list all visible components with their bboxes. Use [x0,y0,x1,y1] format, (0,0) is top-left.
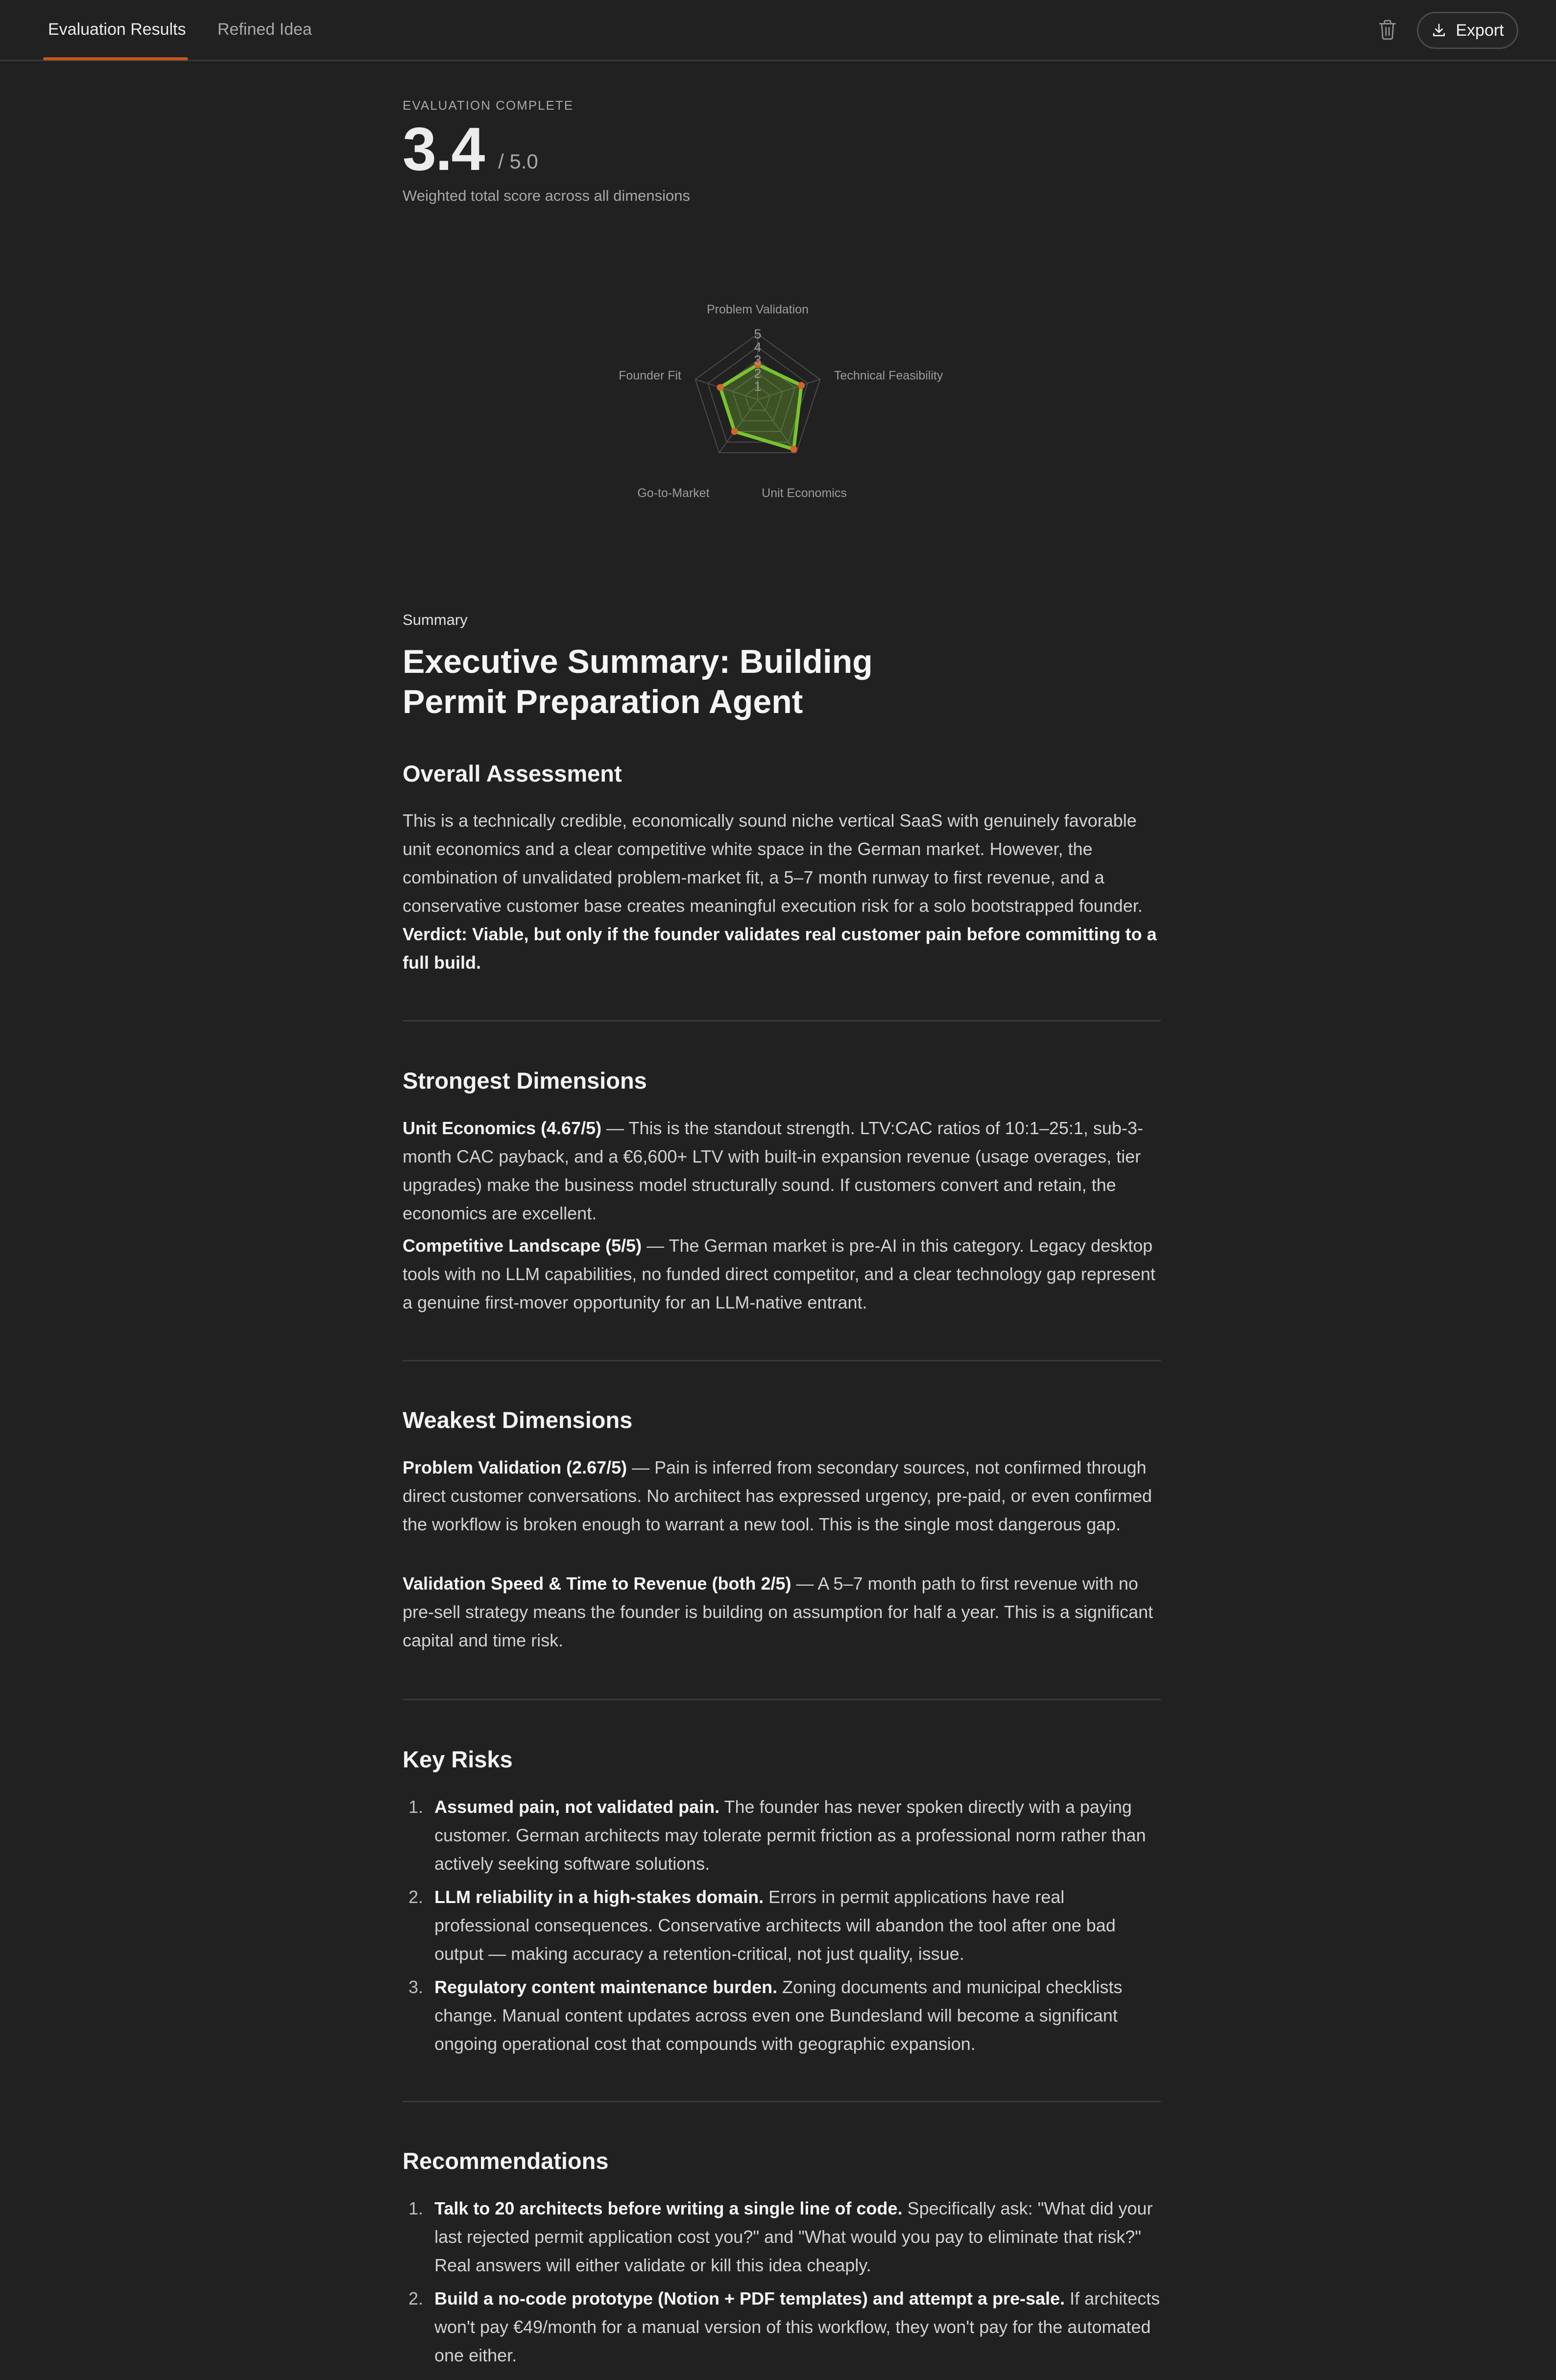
list-number: 1. [408,1797,424,1817]
tab-evaluation-results[interactable]: Evaluation Results [48,20,186,39]
strongest-item-title: Competitive Landscape (5/5) [403,1236,642,1256]
radar-axis-label: Technical Feasibility [834,369,943,382]
radar-scale-tick: 5 [754,327,762,341]
document-title: Executive Summary: Building Permit Preparation Agent [403,643,873,720]
list-item-title: Talk to 20 architects before writing a single line of code. [434,2198,903,2218]
strongest-item-title: Unit Economics (4.67/5) [403,1118,602,1138]
radar-axis-label: Go-to-Market [637,486,710,500]
score-caption: Weighted total score across all dimensions [403,187,690,204]
divider [403,1020,1161,1022]
list-item-text: Zoning documents and municipal checklists change. Manual content updates across even one Bundesland will become a significant ongoing operational cost that compounds with geographic expansion. [434,1977,1123,2054]
top-bar [0,0,1556,61]
list-item-title: LLM reliability in a high-stakes domain. [434,1887,764,1907]
list-item-text: If architects won't pay €49/month for a manual version of this workflow, they won't pay for the automated one either. [434,2288,1160,2365]
strongest-item-text: — The German market is pre-AI in this category. Legacy desktop tools with no LLM capabilities, no funded direct competitor, and a clear technology gap represent a genuine first-mover opportunity for an LLM-native entrant. [403,1236,1155,1312]
list-item [403,2194,1161,2280]
export-button[interactable] [1417,12,1518,49]
delete-button[interactable] [1375,16,1400,44]
weakest-item [403,1453,1161,1539]
heading-key-risks: Key Risks [403,1746,513,1772]
download-icon [1431,23,1447,38]
key-risks-list [403,1793,1161,2063]
heading-weakest-dimensions: Weakest Dimensions [403,1407,633,1433]
radar-chart-svg [592,299,964,500]
list-number: 2. [408,2288,424,2309]
list-item [403,2285,1161,2370]
recommendations-list [403,2194,1161,2375]
heading-overall-assessment: Overall Assessment [403,761,622,786]
divider [403,1360,1161,1361]
list-item [403,1883,1161,1968]
list-item-text: Errors in permit applications have real professional consequences. Conservative architects will abandon the tool after one bad output — making accuracy a retention-critical, not just quality, issue. [434,1887,1116,1964]
divider [403,2101,1161,2102]
score-max: / 5.0 [498,150,538,173]
list-item-text: Specifically ask: "What did your last rejected permit application cost you?" and "What would you pay to eliminate that risk?" Real answers will either validate or kill this idea cheaply. [434,2198,1153,2275]
radar-axis-label: Problem Validation [707,303,809,316]
list-item-title: Build a no-code prototype (Notion + PDF templates) and attempt a pre-sale. [434,2288,1065,2309]
overall-assessment-text [403,807,1161,977]
section-label-summary: Summary [403,611,468,628]
trash-icon [1378,19,1397,41]
radar-data-point [717,384,724,391]
active-tab-indicator [43,57,188,60]
score-value: 3.4 [403,116,484,183]
strongest-item [403,1114,1161,1228]
list-item-title: Regulatory content maintenance burden. [434,1977,778,1997]
list-item [403,1793,1161,1878]
weakest-item-title: Problem Validation (2.67/5) [403,1457,627,1477]
list-number: 3. [408,1977,424,1997]
radar-scale-tick: 2 [754,366,762,381]
weakest-item-text: — A 5–7 month path to first revenue with no pre-sell strategy means the founder is building on assumption for half a year. This is a significant capital and time risk. [403,1573,1153,1650]
radar-scale-tick: 4 [754,339,762,355]
radar-data-point [798,382,805,389]
list-item-title: Assumed pain, not validated pain. [434,1797,720,1817]
export-label: Export [1456,21,1504,40]
overall-text: This is a technically credible, economically sound niche vertical SaaS with genuinely favorable unit economics and a clear competitive white space in the German market. However, the combination of unvalidated problem-market fit, a 5–7 month runway to first revenue, and a conservative customer base creates meaningful execution risk for a solo bootstrapped founder. [403,810,1143,916]
list-number: 2. [408,1887,424,1907]
score-display [403,118,1161,181]
list-number: 1. [408,2198,424,2218]
weakest-item-title: Validation Speed & Time to Revenue (both 2/5) [403,1573,791,1594]
weakest-item [403,1570,1161,1655]
list-item-text: The founder has never spoken directly with a paying customer. German architects may tolerate permit friction as a professional norm rather than actively seeking software solutions. [434,1797,1146,1874]
list-item [403,1973,1161,2058]
tab-refined-idea[interactable]: Refined Idea [217,20,312,39]
radar-scale-tick: 1 [754,379,762,394]
divider [403,1699,1161,1700]
verdict-text: Verdict: Viable, but only if the founder validates real customer pain before committing to a full build. [403,924,1157,973]
radar-axis-label: Unit Economics [762,486,847,500]
strongest-item-text: — This is the standout strength. LTV:CAC ratios of 10:1–25:1, sub-3-month CAC payback, and a €6,600+ LTV with built-in expansion revenue (usage overages, tier upgrades) make the business model structurally sound. If customers convert and retain, the economics are excellent. [403,1118,1144,1223]
weakest-item-text: — Pain is inferred from secondary sources, not confirmed through direct customer conversations. No architect has expressed urgency, pre-paid, or even confirmed the workflow is broken enough to warrant a new tool. This is the single most dangerous gap. [403,1457,1152,1534]
heading-recommendations: Recommendations [403,2148,609,2174]
radar-data-point [731,428,738,435]
radar-data-point [790,446,797,452]
strongest-item [403,1232,1161,1317]
radar-scale-tick: 3 [754,353,762,368]
radar-axis-label: Founder Fit [619,369,681,382]
heading-strongest-dimensions: Strongest Dimensions [403,1068,647,1094]
radar-chart [592,299,964,500]
evaluation-status: EVALUATION COMPLETE [403,98,574,113]
